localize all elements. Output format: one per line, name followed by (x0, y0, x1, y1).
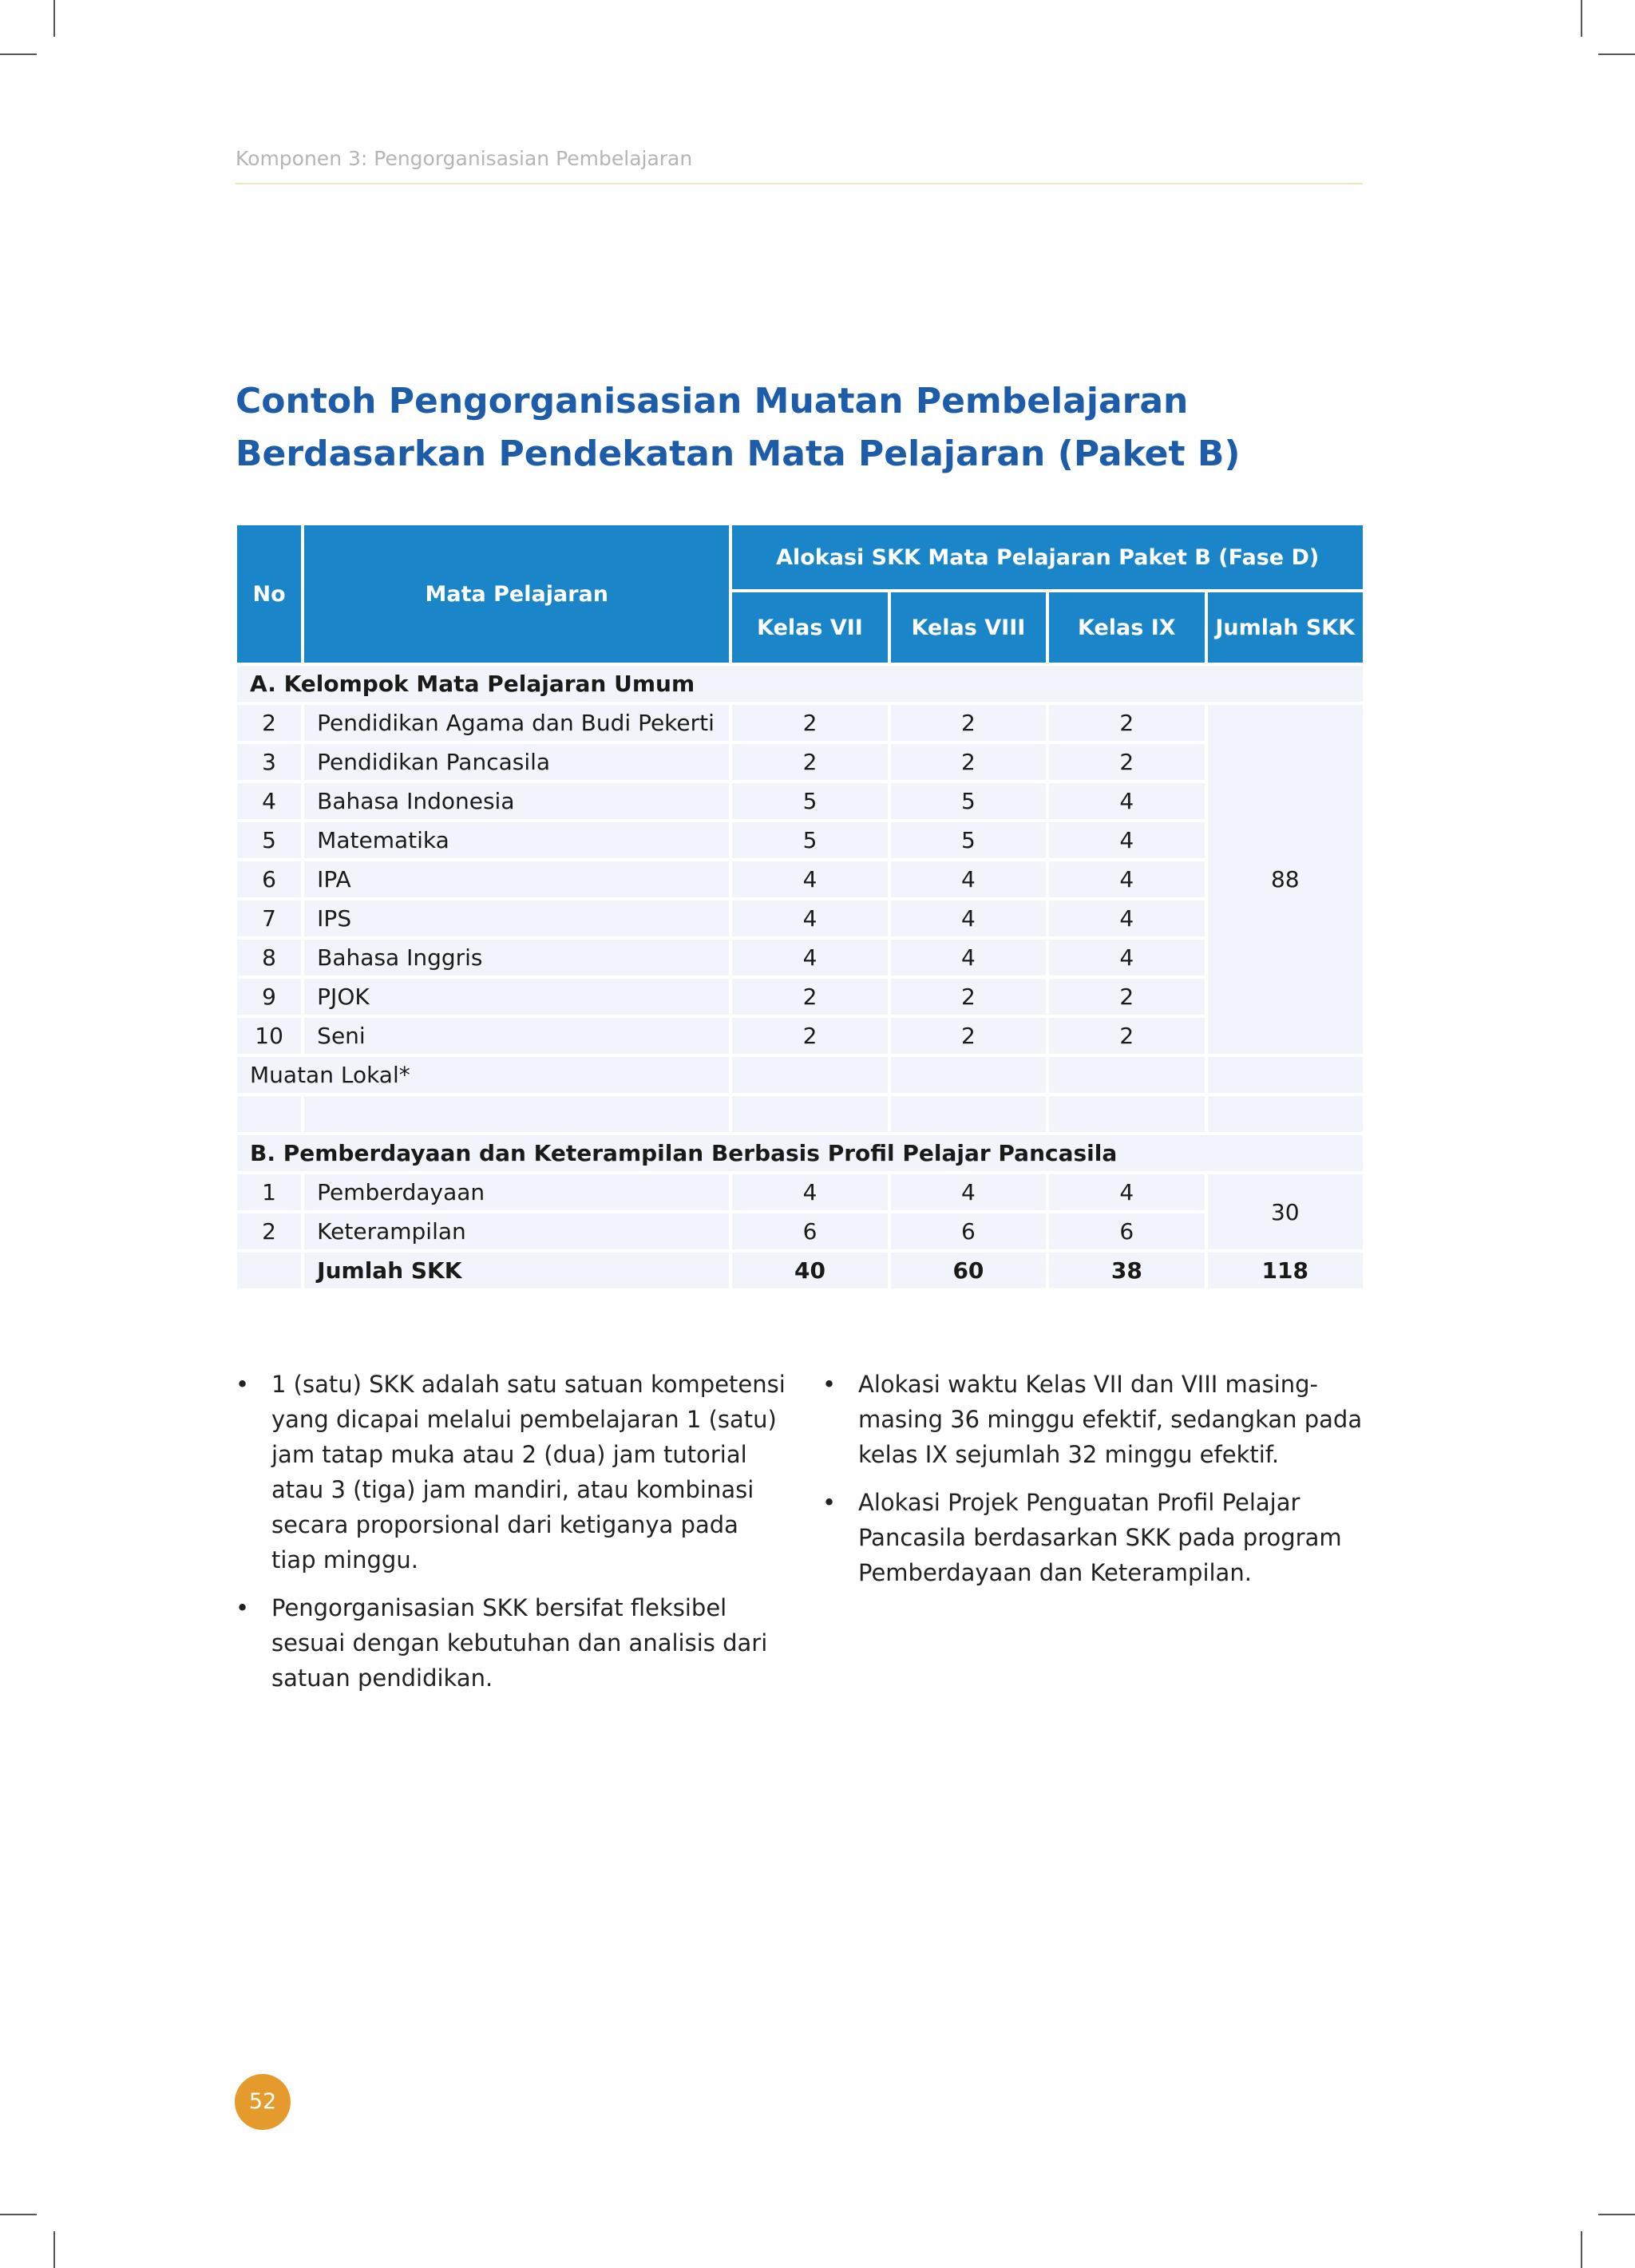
cell-k7: 4 (732, 861, 887, 897)
notes-left (236, 1367, 786, 1708)
cell-empty (1208, 1057, 1363, 1093)
cell-empty (1049, 1057, 1204, 1093)
table-row (237, 1018, 1363, 1054)
cell-no: 1 (237, 1174, 301, 1210)
cell-k9: 4 (1049, 861, 1204, 897)
cell-no: 5 (237, 822, 301, 858)
cell-k9: 2 (1049, 1018, 1204, 1054)
col-header-kelas-viii: Kelas VIII (891, 592, 1046, 663)
cell-subject: Bahasa Indonesia (304, 783, 729, 819)
bullet-icon: • (822, 1371, 837, 1398)
cell-k7: 5 (732, 822, 887, 858)
cell-empty (1208, 1096, 1363, 1132)
cell-k9: 2 (1049, 979, 1204, 1015)
cell-k8: 2 (891, 1018, 1046, 1054)
cell-k7: 5 (732, 783, 887, 819)
section-b-label: B. Pemberdayaan dan Keterampilan Berbasis Profil Pelajar Pancasila (237, 1135, 1363, 1171)
crop-mark (1598, 53, 1635, 55)
cell-k8: 2 (891, 705, 1046, 741)
cell-subject: Pendidikan Pancasila (304, 744, 729, 780)
col-header-subject: Mata Pelajaran (304, 525, 729, 663)
cell-k9: 2 (1049, 744, 1204, 780)
note-text: Alokasi waktu Kelas VII dan VIII masing-masing 36 minggu efektif, sedangkan pada kelas IX sejumlah 32 minggu efektif. (858, 1371, 1363, 1468)
note-text: Alokasi Projek Penguatan Profil Pelajar Pancasila berdasarkan SKK pada program Pemberdayaan dan Keterampilan. (858, 1489, 1342, 1586)
cell-empty (891, 1057, 1046, 1093)
cell-empty (732, 1057, 887, 1093)
cell-k9: 4 (1049, 822, 1204, 858)
col-header-kelas-ix: Kelas IX (1049, 592, 1204, 663)
cell-k7: 6 (732, 1213, 887, 1249)
table-row (237, 744, 1363, 780)
table-row (237, 1213, 1363, 1249)
cell-sum-total: 118 (1208, 1253, 1363, 1288)
cell-no: 7 (237, 900, 301, 936)
list-item (822, 1485, 1365, 1590)
crop-mark (0, 53, 37, 55)
cell-k8: 6 (891, 1213, 1046, 1249)
cell-empty (891, 1096, 1046, 1132)
crop-mark (1598, 2214, 1635, 2215)
cell-total-a: 88 (1208, 705, 1363, 1054)
cell-k9: 4 (1049, 900, 1204, 936)
crop-mark (53, 0, 55, 37)
cell-sum-label: Jumlah SKK (304, 1253, 729, 1288)
header-rule (236, 183, 1363, 184)
list-item (236, 1367, 786, 1577)
cell-empty (304, 1096, 729, 1132)
cell-k8: 2 (891, 744, 1046, 780)
cell-k7: 4 (732, 1174, 887, 1210)
table-row (237, 900, 1363, 936)
cell-sum-k8: 60 (891, 1253, 1046, 1288)
table-row (237, 979, 1363, 1015)
cell-k8: 4 (891, 861, 1046, 897)
cell-no: 10 (237, 1018, 301, 1054)
cell-k8: 5 (891, 822, 1046, 858)
table-row (237, 1057, 1363, 1093)
cell-k9: 4 (1049, 783, 1204, 819)
cell-k9: 4 (1049, 940, 1204, 976)
page-number: 52 (235, 2074, 291, 2130)
cell-empty (237, 1253, 301, 1288)
table-row (237, 783, 1363, 819)
cell-empty (1049, 1096, 1204, 1132)
bullet-icon: • (236, 1594, 250, 1621)
crop-mark (53, 2231, 55, 2268)
col-header-jumlah-skk: Jumlah SKK (1208, 592, 1363, 663)
list-item (822, 1367, 1365, 1472)
table-row (237, 940, 1363, 976)
skk-table (237, 525, 1363, 1288)
cell-k8: 2 (891, 979, 1046, 1015)
cell-no: 2 (237, 1213, 301, 1249)
cell-k7: 2 (732, 1018, 887, 1054)
cell-subject: Pemberdayaan (304, 1174, 729, 1210)
cell-no: 9 (237, 979, 301, 1015)
cell-total-b: 30 (1208, 1174, 1363, 1249)
cell-no: 8 (237, 940, 301, 976)
cell-subject: Keterampilan (304, 1213, 729, 1249)
cell-k7: 4 (732, 940, 887, 976)
note-text: Pengorganisasian SKK bersifat fleksibel sesuai dengan kebutuhan dan analisis dari satuan pendidikan. (271, 1594, 768, 1692)
table-row (237, 861, 1363, 897)
crop-mark (0, 2214, 37, 2215)
cell-k8: 5 (891, 783, 1046, 819)
cell-k7: 2 (732, 705, 887, 741)
table-row-total (237, 1253, 1363, 1288)
page-title: Contoh Pengorganisasian Muatan Pembelajaran Berdasarkan Pendekatan Mata Pelajaran (Paket B) (236, 381, 1241, 474)
table-row (237, 1096, 1363, 1132)
running-head: Komponen 3: Pengorganisasian Pembelajaran (236, 147, 693, 170)
cell-k7: 4 (732, 900, 887, 936)
cell-k8: 4 (891, 1174, 1046, 1210)
cell-k8: 4 (891, 940, 1046, 976)
table-row (237, 1174, 1363, 1210)
cell-muatan-lokal: Muatan Lokal* (237, 1057, 729, 1093)
cell-no: 6 (237, 861, 301, 897)
cell-k7: 2 (732, 744, 887, 780)
cell-no: 3 (237, 744, 301, 780)
cell-subject: Matematika (304, 822, 729, 858)
cell-k9: 4 (1049, 1174, 1204, 1210)
list-item (236, 1590, 786, 1696)
cell-subject: PJOK (304, 979, 729, 1015)
table-row (237, 822, 1363, 858)
bullet-icon: • (822, 1489, 837, 1516)
cell-sum-k9: 38 (1049, 1253, 1204, 1288)
cell-subject: Seni (304, 1018, 729, 1054)
notes-right (822, 1367, 1365, 1603)
cell-no: 4 (237, 783, 301, 819)
cell-empty (237, 1096, 301, 1132)
crop-mark (1581, 2231, 1582, 2268)
bullet-icon: • (236, 1371, 250, 1398)
cell-subject: Bahasa Inggris (304, 940, 729, 976)
table-row (237, 705, 1363, 741)
cell-no: 2 (237, 705, 301, 741)
cell-k7: 2 (732, 979, 887, 1015)
cell-empty (732, 1096, 887, 1132)
cell-subject: IPA (304, 861, 729, 897)
cell-subject: IPS (304, 900, 729, 936)
col-header-no: No (237, 525, 301, 663)
cell-k9: 2 (1049, 705, 1204, 741)
section-a-label: A. Kelompok Mata Pelajaran Umum (237, 666, 1363, 702)
note-text: 1 (satu) SKK adalah satu satuan kompetensi yang dicapai melalui pembelajaran 1 (satu) jam tatap muka atau 2 (dua) jam tutorial atau 3 (tiga) jam mandiri, atau kombinasi secara proporsional dari ketiganya pada tiap minggu. (271, 1371, 786, 1573)
cell-sum-k7: 40 (732, 1253, 887, 1288)
col-header-kelas-vii: Kelas VII (732, 592, 887, 663)
col-header-group: Alokasi SKK Mata Pelajaran Paket B (Fase D) (732, 525, 1363, 589)
cell-k9: 6 (1049, 1213, 1204, 1249)
cell-subject: Pendidikan Agama dan Budi Pekerti (304, 705, 729, 741)
cell-k8: 4 (891, 900, 1046, 936)
crop-mark (1581, 0, 1582, 37)
